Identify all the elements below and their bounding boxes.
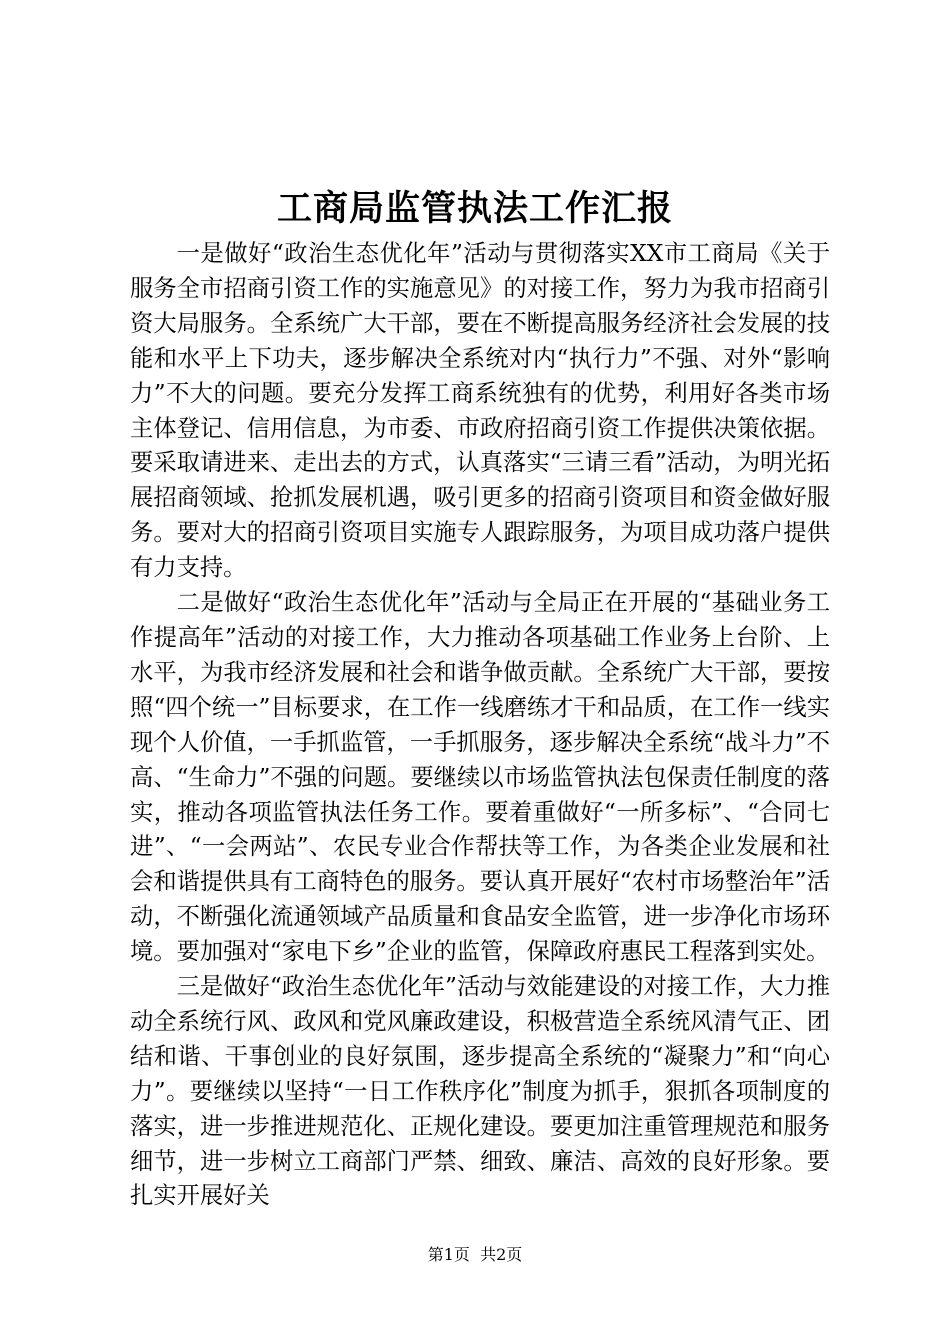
paragraph-1: 一是做好“政治生态优化年”活动与贯彻落实XX市工商局《关于服务全市招商引资工作的实施意见》的对接工作，努力为我市招商引资大局服务。全系统广大干部，要在不断提高服务经济社会发展的技能和水平上下功夫，逐步解决全系统对内“执行力”不强、对外“影响力”不大的问题。要充分发挥工商系统独有的优势，利用好各类市场主体登记、信用信息，为市委、市政府招商引资工作提供决策依据。要采取请进来、走出去的方式，认真落实“三请三看”活动，为明光拓展招商领域、抢抓发展机遇，吸引更多的招商引资项目和资金做好服务。要对大的招商引资项目实施专人跟踪服务，为项目成功落户提供有力支持。 bbox=[130, 240, 830, 582]
page-number: 第1页 共2页 bbox=[427, 1245, 523, 1264]
document-title: 工商局监管执法工作汇报 bbox=[276, 188, 673, 229]
document-body bbox=[130, 237, 830, 1214]
paragraph-2: 二是做好“政治生态优化年”活动与全局正在开展的“基础业务工作提高年”活动的对接工作，大力推动各项基础工作业务上台阶、上水平，为我市经济发展和社会和谐争做贡献。全系统广大干部，要按照“四个统一”目标要求，在工作一线磨练才干和品质，在工作一线实现个人价值，一手抓监管，一手抓服务，逐步解决全系统“战斗力”不高、“生命力”不强的问题。要继续以市场监管执法包保责任制度的落实，推动各项监管执法任务工作。要着重做好“一所多标”、“合同七进”、“一会两站”、农民专业合作帮扶等工作，为各类企业发展和社会和谐提供具有工商特色的服务。要认真开展好“农村市场整治年”活动，不断强化流通领域产品质量和食品安全监管，进一步净化市场环境。要加强对“家电下乡”企业的监管，保障政府惠民工程落到实处。 bbox=[130, 589, 830, 966]
paragraph-3: 三是做好“政治生态优化年”活动与效能建设的对接工作，大力推动全系统行风、政风和党风廉政建设，积极营造全系统风清气正、团结和谐、干事创业的良好氛围，逐步提高全系统的“凝聚力”和“向心力”。要继续以坚持“一日工作秩序化”制度为抓手，狠抓各项制度的落实，进一步推进规范化、正规化建设。要更加注重管理规范和服务细节，进一步树立工商部门严禁、细致、廉洁、高效的良好形象。要扎实开展好关 bbox=[130, 973, 830, 1210]
page-footer bbox=[0, 1243, 950, 1267]
